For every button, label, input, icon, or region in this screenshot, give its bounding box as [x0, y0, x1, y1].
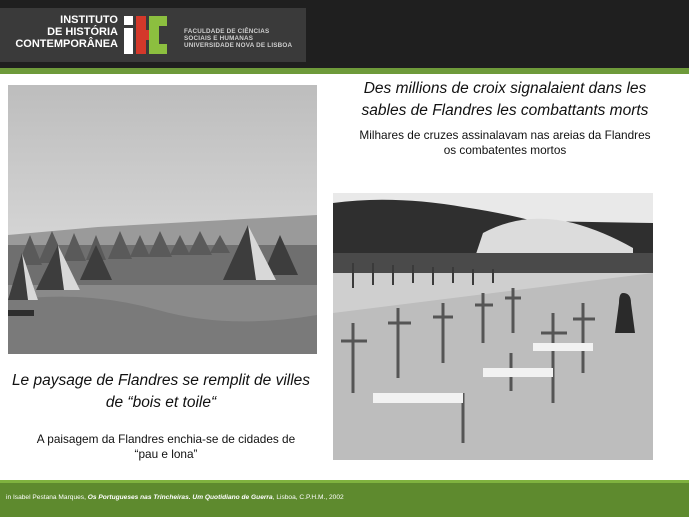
- source-citation: [6, 494, 344, 501]
- title-french: [330, 78, 680, 122]
- header-accent-band: [0, 68, 689, 74]
- faculty-name: [184, 28, 292, 49]
- ihc-logo-icon: [124, 16, 168, 54]
- title-portuguese-line-1: Milhares de cruzes assinalavam nas areias da Flandres: [359, 128, 651, 142]
- caption-french-line-2: de “bois et toile“: [105, 394, 217, 411]
- logo-line-2: DE HISTÓRIA: [47, 26, 118, 38]
- caption-portuguese-line-2: “pau e lona”: [134, 447, 198, 461]
- institute-name: [6, 14, 118, 50]
- faculty-line-2: SOCIAIS E HUMANAS: [184, 35, 254, 42]
- citation-prefix: in Isabel Pestana Marques,: [6, 494, 88, 501]
- caption-french: [6, 370, 316, 414]
- title-french-line-1: Des millions de croix signalaient dans les: [363, 80, 647, 97]
- cemetery-crosses-photo: [333, 193, 653, 460]
- institute-logo: [0, 8, 306, 62]
- title-french-line-2: sables de Flandres les combattants morts: [361, 102, 649, 119]
- caption-portuguese: [20, 432, 312, 462]
- logo-line-3: CONTEMPORÂNEA: [15, 38, 118, 50]
- logo-line-1: INSTITUTO: [60, 14, 118, 26]
- tent-camp-photo: [8, 85, 317, 354]
- footer-accent-line: [0, 480, 689, 483]
- title-portuguese-line-2: os combatentes mortos: [443, 143, 567, 157]
- faculty-line-1: FACULDADE DE CIÊNCIAS: [184, 28, 270, 35]
- citation-title: Os Portugueses nas Trincheiras. Um Quotidiano de Guerra: [87, 494, 273, 501]
- title-portuguese: [330, 128, 680, 158]
- citation-suffix: , Lisboa, C.P.H.M., 2002: [272, 494, 344, 501]
- caption-french-line-1: Le paysage de Flandres se remplit de villes: [11, 372, 311, 389]
- faculty-line-3: UNIVERSIDADE NOVA DE LISBOA: [184, 42, 293, 49]
- caption-portuguese-line-1: A paisagem da Flandres enchia-se de cidades de: [36, 432, 296, 446]
